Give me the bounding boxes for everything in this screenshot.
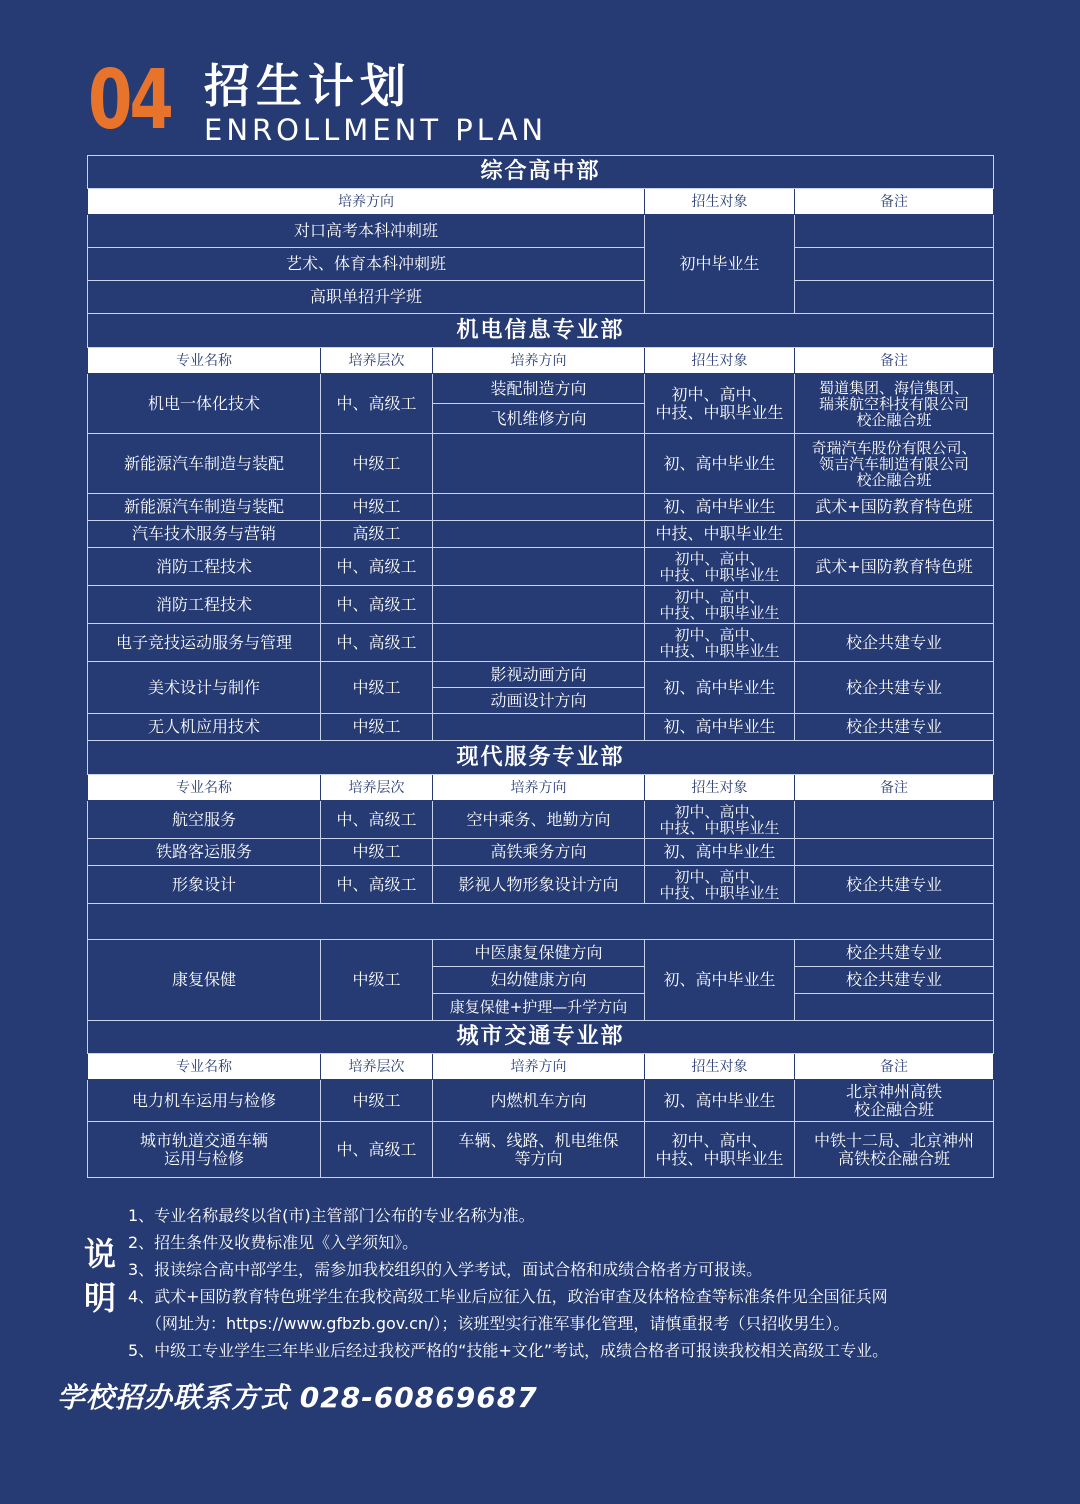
empty-row — [88, 904, 994, 940]
table-cell: 北京神州高铁 校企融合班 — [795, 1080, 994, 1122]
table-cell — [795, 215, 994, 248]
table-cell: 艺术、体育本科冲刺班 — [88, 248, 645, 281]
table-cell — [433, 586, 645, 624]
col-header: 专业名称 — [88, 1054, 321, 1080]
col-header: 培养层次 — [321, 348, 433, 374]
table-cell — [433, 548, 645, 586]
table-cell: 武术+国防教育特色班 — [795, 494, 994, 521]
dept-title: 综合高中部 — [88, 156, 994, 189]
table-cell: 消防工程技术 — [88, 586, 321, 624]
table-cell: 奇瑞汽车股份有限公司、 领吉汽车制造有限公司 校企融合班 — [795, 434, 994, 494]
table-cell: 汽车技术服务与营销 — [88, 521, 321, 548]
table-cell: 康复保健 — [88, 940, 321, 1021]
notes-list — [128, 1202, 1008, 1364]
table-cell: 初中、高中、 中技、中职毕业生 — [645, 586, 795, 624]
col-header: 招生对象 — [645, 348, 795, 374]
table-cell: 中级工 — [321, 494, 433, 521]
page-subtitle: ENROLLMENT PLAN — [204, 113, 548, 147]
table-cell: 对口高考本科冲刺班 — [88, 215, 645, 248]
table-cell: 初、高中毕业生 — [645, 434, 795, 494]
table-cell: 动画设计方向 — [433, 688, 645, 714]
col-header: 备注 — [795, 189, 994, 215]
table-cell: 中级工 — [321, 714, 433, 741]
col-header: 招生对象 — [645, 775, 795, 801]
table-cell: 电子竞技运动服务与管理 — [88, 624, 321, 662]
table-cell: 初中、高中、 中技、中职毕业生 — [645, 1122, 795, 1178]
table-cell: 高级工 — [321, 521, 433, 548]
table-cell: 美术设计与制作 — [88, 662, 321, 714]
table-cell: 影视动画方向 — [433, 662, 645, 688]
note-item: 2、招生条件及收费标准见《入学须知》。 — [128, 1233, 419, 1252]
table-cell: 初中、高中、 中技、中职毕业生 — [645, 374, 795, 434]
table-cell: 铁路客运服务 — [88, 839, 321, 866]
enrollment-table — [87, 155, 994, 1178]
table-cell: 中、高级工 — [321, 624, 433, 662]
col-header: 专业名称 — [88, 348, 321, 374]
table-cell: 中级工 — [321, 1080, 433, 1122]
table-cell — [795, 586, 994, 624]
col-header: 专业名称 — [88, 775, 321, 801]
table-cell: 形象设计 — [88, 866, 321, 904]
table-cell: 中级工 — [321, 434, 433, 494]
table-cell: 机电一体化技术 — [88, 374, 321, 434]
table-cell: 初、高中毕业生 — [645, 714, 795, 741]
col-header: 培养方向 — [88, 189, 645, 215]
table-cell: 校企共建专业 — [795, 940, 994, 967]
table-cell: 城市轨道交通车辆 运用与检修 — [88, 1122, 321, 1178]
table-cell: 中、高级工 — [321, 866, 433, 904]
table-cell: 航空服务 — [88, 801, 321, 839]
col-header: 招生对象 — [645, 1054, 795, 1080]
col-header: 备注 — [795, 1054, 994, 1080]
table-cell: 初、高中毕业生 — [645, 494, 795, 521]
table-cell: 高铁乘务方向 — [433, 839, 645, 866]
contact-phone: 学校招办联系方式 028-60869687 — [57, 1381, 538, 1414]
table-cell: 初中、高中、 中技、中职毕业生 — [645, 548, 795, 586]
dept-title: 机电信息专业部 — [88, 314, 994, 348]
col-header: 备注 — [795, 348, 994, 374]
table-cell — [795, 839, 994, 866]
table-cell: 初、高中毕业生 — [645, 662, 795, 714]
col-header: 备注 — [795, 775, 994, 801]
table-cell: 校企共建专业 — [795, 714, 994, 741]
table-cell: 初中、高中、 中技、中职毕业生 — [645, 866, 795, 904]
table-cell: 新能源汽车制造与装配 — [88, 494, 321, 521]
note-item: （网址为：https://www.gfbzb.gov.cn/）；该班型实行准军事化管理，请慎重报考（只招收男生）。 — [146, 1314, 850, 1333]
table-cell — [795, 248, 994, 281]
dept-title: 现代服务专业部 — [88, 741, 994, 775]
table-cell — [433, 521, 645, 548]
table-cell: 中、高级工 — [321, 801, 433, 839]
dept-title: 城市交通专业部 — [88, 1021, 994, 1054]
table-cell: 中铁十二局、北京神州 高铁校企融合班 — [795, 1122, 994, 1178]
col-header: 培养方向 — [433, 348, 645, 374]
col-header: 招生对象 — [645, 189, 795, 215]
col-header: 培养方向 — [433, 1054, 645, 1080]
table-cell — [795, 801, 994, 839]
table-cell: 消防工程技术 — [88, 548, 321, 586]
notes-label: 说 明 — [83, 1235, 116, 1317]
table-cell: 新能源汽车制造与装配 — [88, 434, 321, 494]
table-cell: 初、高中毕业生 — [645, 1080, 795, 1122]
table-cell: 妇幼健康方向 — [433, 967, 645, 994]
table-cell: 中技、中职毕业生 — [645, 521, 795, 548]
table-cell: 中级工 — [321, 662, 433, 714]
page-header — [88, 54, 988, 154]
table-cell: 高职单招升学班 — [88, 281, 645, 314]
table-cell: 康复保健+护理—升学方向 — [433, 994, 645, 1021]
col-header: 培养方向 — [433, 775, 645, 801]
table-cell: 校企共建专业 — [795, 967, 994, 994]
table-cell — [433, 434, 645, 494]
table-cell — [795, 994, 994, 1021]
table-cell: 中、高级工 — [321, 1122, 433, 1178]
note-item: 1、专业名称最终以省(市)主管部门公布的专业名称为准。 — [128, 1206, 535, 1225]
table-cell: 中医康复保健方向 — [433, 940, 645, 967]
table-cell — [433, 624, 645, 662]
note-item: 5、中级工专业学生三年毕业后经过我校严格的“技能+文化”考试，成绩合格者可报读我校相关高级工专业。 — [128, 1341, 889, 1360]
table-cell — [795, 521, 994, 548]
table-cell: 影视人物形象设计方向 — [433, 866, 645, 904]
table-cell: 武术+国防教育特色班 — [795, 548, 994, 586]
table-cell: 空中乘务、地勤方向 — [433, 801, 645, 839]
table-cell: 车辆、线路、机电维保 等方向 — [433, 1122, 645, 1178]
table-cell: 校企共建专业 — [795, 662, 994, 714]
section-number: 04 — [88, 53, 171, 148]
table-cell: 中、高级工 — [321, 548, 433, 586]
table-cell: 内燃机车方向 — [433, 1080, 645, 1122]
table-cell: 中级工 — [321, 940, 433, 1021]
table-cell: 校企共建专业 — [795, 866, 994, 904]
table-cell: 初中、高中、 中技、中职毕业生 — [645, 624, 795, 662]
table-cell: 初中毕业生 — [645, 215, 795, 314]
table-cell — [433, 494, 645, 521]
table-cell: 初、高中毕业生 — [645, 940, 795, 1021]
table-cell: 无人机应用技术 — [88, 714, 321, 741]
table-cell: 初中、高中、 中技、中职毕业生 — [645, 801, 795, 839]
table-cell: 装配制造方向 — [433, 374, 645, 404]
table-cell: 飞机维修方向 — [433, 404, 645, 434]
table-cell: 蜀道集团、海信集团、 瑞莱航空科技有限公司 校企融合班 — [795, 374, 994, 434]
table-cell: 初、高中毕业生 — [645, 839, 795, 866]
table-cell: 中、高级工 — [321, 374, 433, 434]
note-item: 3、报读综合高中部学生，需参加我校组织的入学考试，面试合格和成绩合格者方可报读。 — [128, 1260, 763, 1279]
col-header: 培养层次 — [321, 1054, 433, 1080]
col-header: 培养层次 — [321, 775, 433, 801]
table-cell — [433, 714, 645, 741]
page-title: 招生计划 — [204, 59, 412, 113]
table-cell: 电力机车运用与检修 — [88, 1080, 321, 1122]
table-cell: 中级工 — [321, 839, 433, 866]
note-item: 4、武术+国防教育特色班学生在我校高级工毕业后应征入伍，政治审查及体格检查等标准条件见全国征兵网 — [128, 1287, 888, 1306]
table-cell: 中、高级工 — [321, 586, 433, 624]
table-cell: 校企共建专业 — [795, 624, 994, 662]
table-cell — [795, 281, 994, 314]
